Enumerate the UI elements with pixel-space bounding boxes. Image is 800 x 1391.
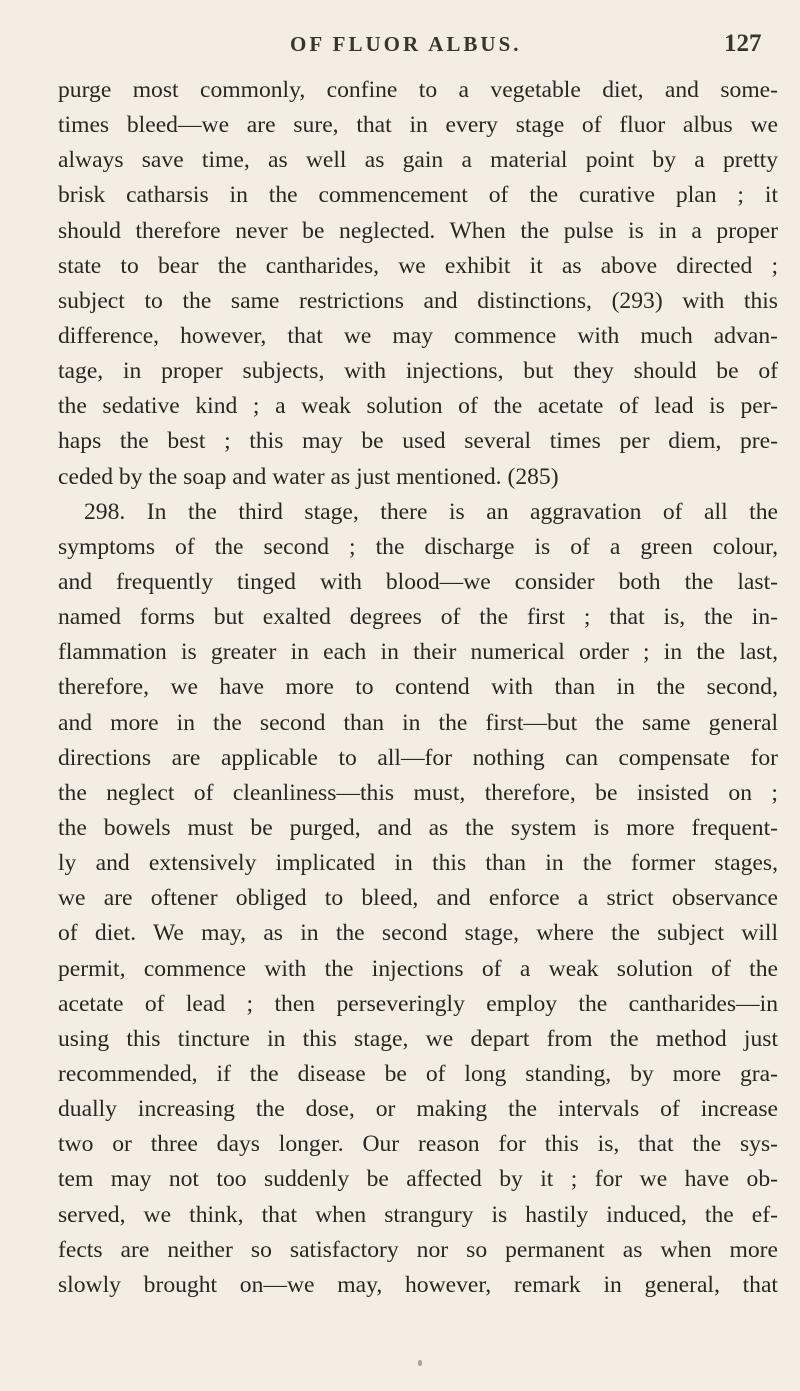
text-line: recommended, if the disease be of long standing, by more gra- (58, 1060, 778, 1087)
body-text (58, 73, 778, 1303)
text-line: should therefore never be neglected. When the pulse is in a proper (58, 217, 778, 244)
text-line: purge most commonly, confine to a vegetable diet, and some- (58, 77, 778, 103)
text-line: always save time, as well as gain a material point by a pretty (58, 147, 778, 174)
text-line: tage, in proper subjects, with injections, but they should be of (58, 358, 778, 385)
text-line: acetate of lead ; then perseveringly employ the cantharides—in (58, 990, 778, 1017)
text-line: times bleed—we are sure, that in every stage of fluor albus we (58, 112, 778, 139)
text-line: difference, however, that we may commence with much advan- (58, 322, 778, 349)
paragraph-298-start-line: 298. In the third stage, there is an aggravation of all the (84, 498, 778, 525)
page-number: 127 (724, 30, 762, 57)
text-line: directions are applicable to all—for nothing can compensate for (58, 744, 778, 771)
text-line: subject to the same restrictions and distinctions, (293) with this (58, 287, 778, 314)
text-line: symptoms of the second ; the discharge is of a green colour, (58, 533, 778, 560)
text-line: and more in the second than in the first—but the same general (58, 709, 778, 736)
text-line: slowly brought on—we may, however, remark in general, that (58, 1271, 778, 1298)
text-line: ly and extensively implicated in this than in the former stages, (58, 850, 778, 877)
text-line: the neglect of cleanliness—this must, therefore, be insisted on ; (58, 779, 778, 806)
text-line: of diet. We may, as in the second stage, where the subject will (58, 920, 778, 947)
running-title: OF FLUOR ALBUS. (290, 32, 522, 56)
text-line: state to bear the cantharides, we exhibit it as above directed ; (58, 252, 778, 279)
text-line: dually increasing the dose, or making the intervals of increase (58, 1096, 778, 1123)
text-line: and frequently tinged with blood—we consider both the last- (58, 568, 778, 595)
text-line: permit, commence with the injections of a weak solution of the (58, 955, 778, 982)
text-line: two or three days longer. Our reason for this is, that the sys- (58, 1131, 778, 1158)
text-line: using this tincture in this stage, we depart from the method just (58, 1025, 778, 1052)
ink-speck (418, 1360, 422, 1366)
text-line: the bowels must be purged, and as the system is more frequent- (58, 814, 778, 841)
running-header (0, 28, 800, 68)
text-line: the sedative kind ; a weak solution of the acetate of lead is per- (58, 393, 778, 420)
text-line: served, we think, that when strangury is hastily induced, the ef- (58, 1201, 778, 1228)
paragraph-end-line: ceded by the soap and water as just mentioned. (285) (58, 463, 559, 490)
text-line: brisk catharsis in the commencement of the curative plan ; it (58, 182, 778, 209)
text-line: fects are neither so satisfactory nor so permanent as when more (58, 1236, 778, 1263)
text-line: named forms but exalted degrees of the first ; that is, the in- (58, 604, 778, 631)
text-line: flammation is greater in each in their numerical order ; in the last, (58, 639, 778, 666)
text-line: therefore, we have more to contend with than in the second, (58, 674, 778, 701)
text-line: we are oftener obliged to bleed, and enforce a strict observance (58, 885, 778, 912)
text-line: haps the best ; this may be used several times per diem, pre- (58, 428, 778, 455)
text-line: tem may not too suddenly be affected by it ; for we have ob- (58, 1166, 778, 1193)
